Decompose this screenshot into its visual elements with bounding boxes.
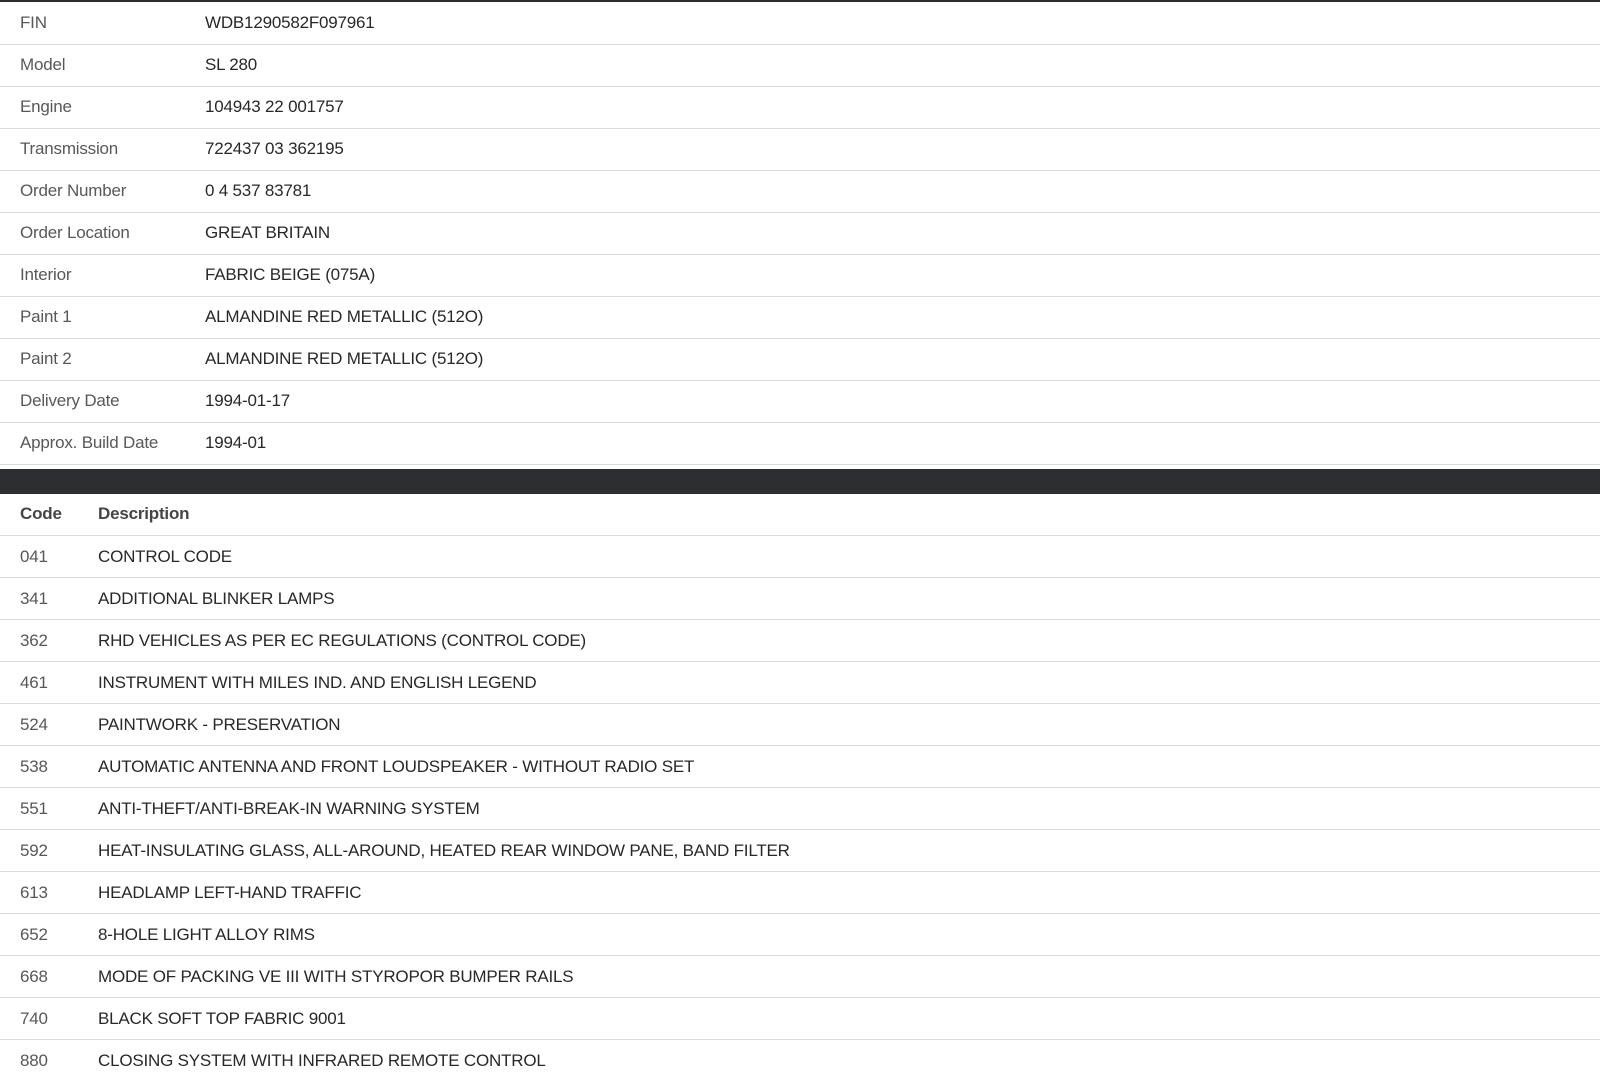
option-description: AUTOMATIC ANTENNA AND FRONT LOUDSPEAKER - WITHOUT RADIO SET: [98, 746, 1600, 788]
info-row-value: ALMANDINE RED METALLIC (512O): [205, 296, 1600, 338]
option-description: PAINTWORK - PRESERVATION: [98, 704, 1600, 746]
option-description: HEADLAMP LEFT-HAND TRAFFIC: [98, 872, 1600, 914]
table-row: [0, 998, 1600, 1040]
option-description: CONTROL CODE: [98, 536, 1600, 578]
table-row: [0, 338, 1600, 380]
option-description: ANTI-THEFT/ANTI-BREAK-IN WARNING SYSTEM: [98, 788, 1600, 830]
option-code: 740: [0, 998, 98, 1040]
option-codes-table: [0, 494, 1600, 1082]
info-row-label: FIN: [0, 2, 205, 44]
option-code: 041: [0, 536, 98, 578]
option-code: 613: [0, 872, 98, 914]
info-row-value: 722437 03 362195: [205, 128, 1600, 170]
option-description: CLOSING SYSTEM WITH INFRARED REMOTE CONTROL: [98, 1050, 546, 1070]
info-row-value: SL 280: [205, 44, 1600, 86]
info-row-label: Approx. Build Date: [0, 422, 205, 464]
table-row: [0, 662, 1600, 704]
vehicle-info-table: [0, 2, 1600, 465]
info-row-value: 1994-01: [205, 422, 1600, 464]
info-row-label: Transmission: [0, 128, 205, 170]
table-row: [0, 44, 1600, 86]
option-description: 8-HOLE LIGHT ALLOY RIMS: [98, 914, 1600, 956]
option-description: RHD VEHICLES AS PER EC REGULATIONS (CONTROL CODE): [98, 620, 1600, 662]
table-row: [0, 212, 1600, 254]
option-code: 362: [0, 620, 98, 662]
table-row: [0, 380, 1600, 422]
info-row-label: Order Number: [0, 170, 205, 212]
info-row-label: Paint 1: [0, 296, 205, 338]
table-row: [0, 128, 1600, 170]
table-row: [0, 254, 1600, 296]
table-row: [0, 704, 1600, 746]
table-row: [0, 422, 1600, 464]
section-divider-bar: [0, 469, 1600, 494]
info-row-label: Engine: [0, 86, 205, 128]
table-row: [0, 2, 1600, 44]
info-row-value: 1994-01-17: [205, 380, 1600, 422]
info-row-label: Interior: [0, 254, 205, 296]
description-column-header: Description: [98, 494, 1600, 536]
table-row: [0, 536, 1600, 578]
option-description: MODE OF PACKING VE III WITH STYROPOR BUMPER RAILS: [98, 956, 1600, 998]
option-code: 524: [0, 704, 98, 746]
table-row: [0, 830, 1600, 872]
option-code: 652: [0, 914, 98, 956]
info-row-value: 0 4 537 83781: [205, 170, 1600, 212]
table-row: [0, 872, 1600, 914]
option-description: ADDITIONAL BLINKER LAMPS: [98, 578, 1600, 620]
option-code: 551: [0, 788, 98, 830]
info-row-value: WDB1290582F097961: [205, 2, 1600, 44]
info-row-value: 104943 22 001757: [205, 86, 1600, 128]
option-description: HEAT-INSULATING GLASS, ALL-AROUND, HEATED REAR WINDOW PANE, BAND FILTER: [98, 830, 1600, 872]
table-row: [0, 170, 1600, 212]
info-row-label: Model: [0, 44, 205, 86]
option-code: 341: [0, 578, 98, 620]
info-row-label: Delivery Date: [0, 380, 205, 422]
option-code: 592: [0, 830, 98, 872]
table-row: [0, 578, 1600, 620]
option-code: 538: [0, 746, 98, 788]
table-row: [0, 620, 1600, 662]
option-code: 668: [0, 956, 98, 998]
option-code: 880: [20, 1050, 48, 1070]
table-row: [0, 746, 1600, 788]
option-code: 461: [0, 662, 98, 704]
table-row: [0, 86, 1600, 128]
info-row-value: GREAT BRITAIN: [205, 212, 1600, 254]
code-column-header: Code: [0, 494, 98, 536]
info-row-value: ALMANDINE RED METALLIC (512O): [205, 338, 1600, 380]
option-description: BLACK SOFT TOP FABRIC 9001: [98, 998, 1600, 1040]
option-description: INSTRUMENT WITH MILES IND. AND ENGLISH LEGEND: [98, 662, 1600, 704]
table-row: [0, 788, 1600, 830]
info-row-label: Paint 2: [0, 338, 205, 380]
options-header-row: [0, 494, 1600, 536]
info-row-value: FABRIC BEIGE (075A): [205, 254, 1600, 296]
table-row: [0, 914, 1600, 956]
info-row-label: Order Location: [0, 212, 205, 254]
table-row: [0, 956, 1600, 998]
table-row: [0, 296, 1600, 338]
table-row: [0, 1040, 1600, 1082]
